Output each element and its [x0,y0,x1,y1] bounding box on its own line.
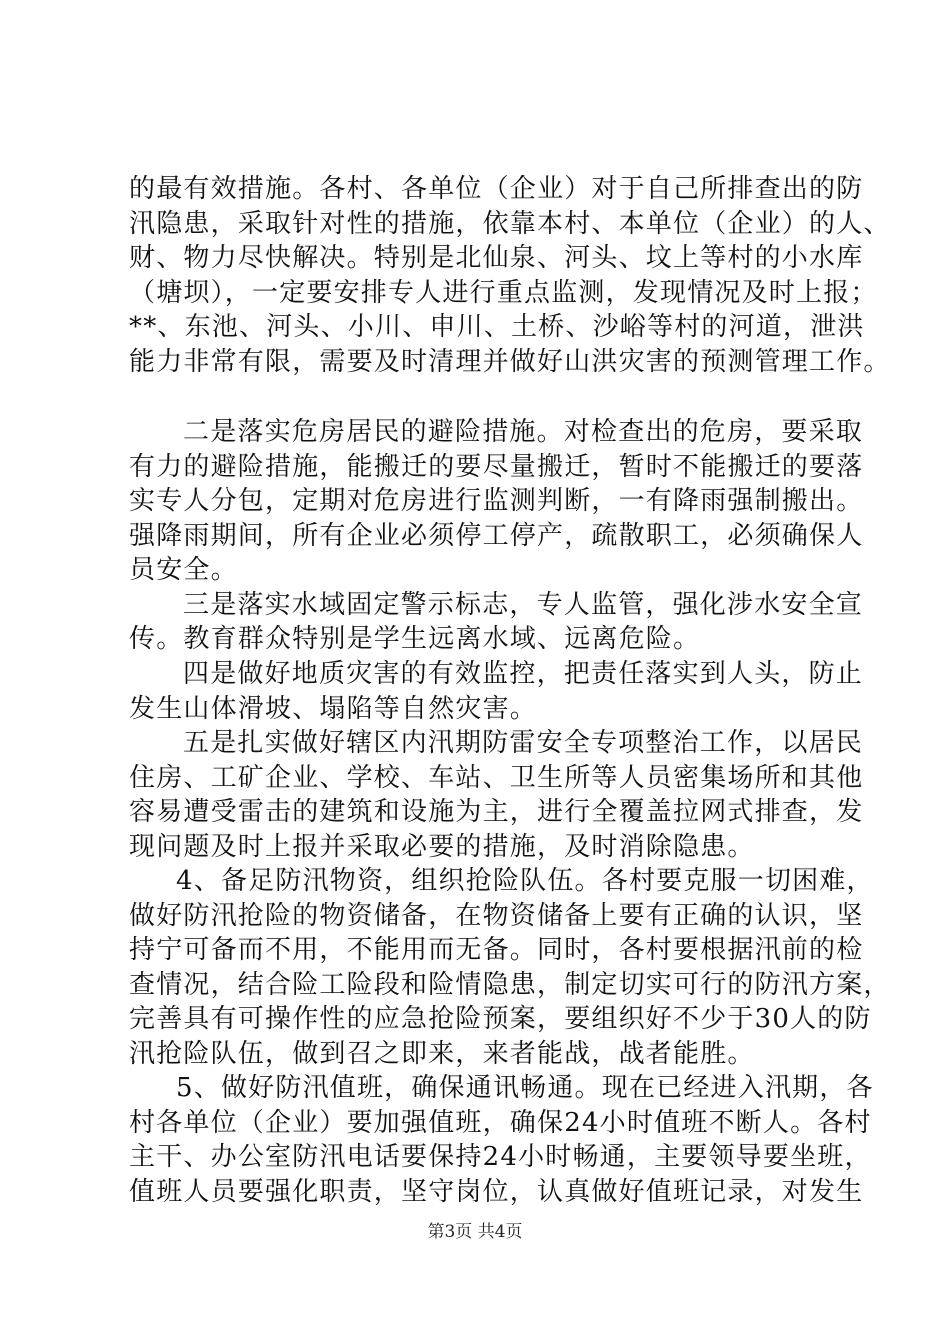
text-line: 住房、工矿企业、学校、车站、卫生所等人员密集场所和其他 [129,763,864,793]
text-line: 4、备足防汛物资，组织抢险队伍。各村要克服一切困难， [176,866,874,896]
text-line: 现问题及时上报并采取必要的措施，及时消除隐患。 [129,832,755,862]
text-line: 能力非常有限，需要及时清理并做好山洪灾害的预测管理工作。 [129,347,891,377]
text-line: **、东池、河头、小川、申川、土桥、沙峪等村的河道，泄洪 [129,312,865,342]
text-line: 财、物力尽快解决。特别是北仙泉、河头、坟上等村的小水库 [129,243,864,273]
text-line: 查情况，结合险工险段和险情隐患，制定切实可行的防汛方案， [129,970,891,1000]
text-line: 强降雨期间，所有企业必须停工停产，疏散职工，必须确保人 [129,521,864,551]
text-line: 主干、办公室防汛电话要保持24小时畅通，主要领导要坐班， [129,1142,872,1172]
text-line: 做好防汛抢险的物资储备，在物资储备上要有正确的认识，坚 [129,901,864,931]
text-line: 完善具有可操作性的应急抢险预案，要组织好不少于30人的防 [129,1004,872,1034]
text-line: 发生山体滑坡、塌陷等自然灾害。 [129,694,538,724]
text-line: 传。教育群众特别是学生远离水域、远离危险。 [129,624,701,654]
text-line: 员安全。 [129,555,238,585]
page-number-footer: 第3页 共4页 [427,1222,523,1242]
text-line: 村各单位（企业）要加强值班，确保24小时值班不断人。各村 [129,1108,872,1138]
text-line: 实专人分包，定期对危房进行监测判断，一有降雨强制搬出。 [129,486,864,516]
text-line: 持宁可备而不用，不能用而无备。同时，各村要根据汛前的检 [129,935,864,965]
text-line: 四是做好地质灾害的有效监控，把责任落实到人头，防止 [183,659,864,689]
text-line: 5、做好防汛值班，确保通讯畅通。现在已经进入汛期，各 [176,1073,874,1103]
text-line: 汛抢险队伍，做到召之即来，来者能战，战者能胜。 [129,1039,755,1069]
text-line: 的最有效措施。各村、各单位（企业）对于自己所排查出的防 [129,174,864,204]
text-line: 二是落实危房居民的避险措施。对检查出的危房，要采取 [183,417,864,447]
text-line: 有力的避险措施，能搬迁的要尽量搬迁，暂时不能搬迁的要落 [129,452,864,482]
text-line: 五是扎实做好辖区内汛期防雷安全专项整治工作，以居民 [183,728,864,758]
text-line: 值班人员要强化职责，坚守岗位，认真做好值班记录，对发生 [129,1177,864,1207]
text-line: 汛隐患，采取针对性的措施，依靠本村、本单位（企业）的人、 [129,209,891,239]
text-line: 三是落实水域固定警示标志，专人监管，强化涉水安全宣 [183,590,864,620]
text-line: 容易遭受雷击的建筑和设施为主，进行全覆盖拉网式排查，发 [129,797,864,827]
text-line: （塘坝），一定要安排专人进行重点监测，发现情况及时上报； [129,278,878,308]
